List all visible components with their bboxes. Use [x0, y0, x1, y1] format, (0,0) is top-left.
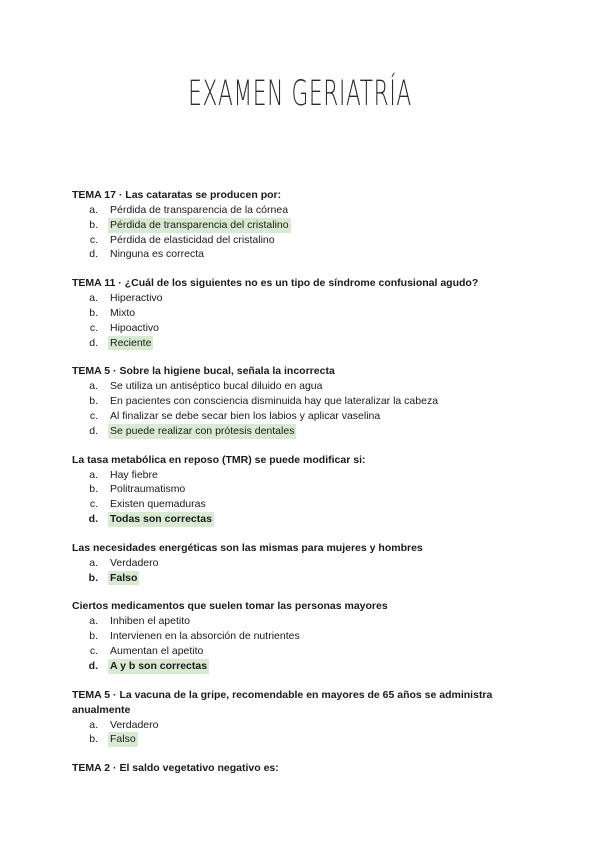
answer-option — [72, 409, 542, 424]
option-letter: d. — [88, 512, 98, 525]
answer-option — [72, 718, 542, 733]
option-letter: d. — [88, 659, 98, 672]
answer-option — [72, 614, 542, 629]
option-text: Hiperactivo — [110, 292, 163, 305]
options-list — [72, 556, 542, 586]
tema-label: TEMA 17 — [72, 189, 116, 201]
question-block — [72, 688, 542, 748]
answer-option — [72, 321, 542, 336]
answer-option — [72, 247, 542, 262]
option-text: Verdadero — [110, 718, 159, 731]
tema-label: TEMA 5 — [72, 688, 111, 701]
question-text: · Sobre la higiene bucal, señala la incorrecta — [110, 365, 335, 378]
question-title — [72, 761, 542, 776]
option-text: Hipoactivo — [110, 321, 160, 334]
option-letter: c. — [89, 644, 98, 657]
answer-option-correct — [72, 218, 542, 233]
options-list — [72, 379, 542, 438]
option-text: Se utiliza un antiséptico bucal diluido en agua — [110, 380, 323, 393]
option-text: Existen quemaduras — [110, 498, 206, 511]
question-block — [72, 761, 542, 776]
option-letter: b. — [88, 571, 98, 584]
question-title — [72, 188, 542, 203]
answer-option — [72, 497, 542, 512]
question-title — [72, 688, 542, 718]
question-text: · El saldo vegetativo negativo es: — [110, 762, 279, 775]
tema-label: TEMA 11 — [72, 277, 116, 290]
option-text: Aumentan el apetito — [110, 644, 204, 657]
answer-option — [72, 379, 542, 394]
options-list — [72, 718, 542, 748]
question-title — [72, 453, 542, 468]
option-letter: b. — [89, 395, 98, 408]
option-text: Pérdida de elasticidad del cristalino — [110, 233, 275, 246]
option-letter: b. — [89, 218, 98, 231]
option-letter: a. — [89, 292, 98, 305]
option-text: Falso — [110, 571, 138, 584]
option-letter: d. — [89, 248, 98, 261]
question-block — [72, 188, 542, 262]
answer-option-correct — [72, 424, 542, 439]
answer-option — [72, 233, 542, 248]
option-letter: a. — [89, 718, 98, 731]
question-title — [72, 364, 542, 379]
answer-option — [72, 394, 542, 409]
options-list — [72, 614, 542, 673]
tema-label: TEMA 5 — [72, 365, 111, 378]
answer-option-correct — [72, 571, 542, 586]
options-list — [72, 291, 542, 350]
question-text: La tasa metabólica en reposo (TMR) se puede modificar si: — [72, 453, 366, 466]
option-text: Pérdida de transparencia del cristalino — [110, 218, 289, 231]
tema-label: TEMA 2 — [72, 762, 111, 775]
question-list — [72, 188, 542, 790]
question-block — [72, 541, 542, 586]
option-text: A y b son correctas — [110, 659, 208, 672]
option-text: Se puede realizar con prótesis dentales — [110, 424, 295, 437]
answer-option-correct — [72, 512, 542, 527]
answer-option-correct — [72, 732, 542, 747]
answer-option — [72, 291, 542, 306]
option-letter: d. — [89, 424, 98, 437]
option-letter: a. — [89, 468, 98, 481]
option-letter: a. — [89, 615, 98, 628]
question-text: · La vacuna de la gripe, recomendable en mayores de 65 años se administra anualmente — [72, 688, 493, 716]
option-letter: c. — [89, 498, 98, 511]
option-text: Intervienen en la absorción de nutrientes — [110, 630, 300, 643]
option-letter: b. — [89, 306, 98, 319]
option-text: Hay fiebre — [110, 468, 158, 481]
options-list — [72, 468, 542, 527]
question-text: Las necesidades energéticas son las mismas para mujeres y hombres — [72, 541, 423, 554]
option-text: Inhiben el apetito — [110, 615, 190, 628]
option-text: Politraumatismo — [110, 483, 186, 496]
answer-option-correct — [72, 336, 542, 351]
question-text: · Las cataratas se producen por: — [115, 189, 282, 201]
option-letter: d. — [89, 336, 98, 349]
option-letter: b. — [89, 733, 98, 746]
option-letter: c. — [89, 321, 98, 334]
option-text: Falso — [110, 733, 136, 746]
question-block — [72, 364, 542, 438]
option-letter: a. — [89, 556, 98, 569]
answer-option — [72, 203, 542, 218]
options-list — [72, 203, 542, 262]
question-title — [72, 599, 542, 614]
answer-option — [72, 306, 542, 321]
option-letter: c. — [89, 409, 98, 422]
option-text: En pacientes con consciencia disminuida hay que lateralizar la cabeza — [110, 395, 439, 408]
option-letter: a. — [89, 380, 98, 393]
question-block — [72, 453, 542, 527]
answer-option — [72, 629, 542, 644]
question-block — [72, 599, 542, 673]
answer-option — [72, 482, 542, 497]
answer-option-correct — [72, 659, 542, 674]
option-text: Mixto — [110, 306, 136, 319]
option-text: Al finalizar se debe secar bien los labios y aplicar vaselina — [110, 409, 381, 422]
option-text: Ninguna es correcta — [110, 248, 204, 261]
option-text: Reciente — [110, 336, 152, 349]
option-text: Pérdida de transparencia de la córnea — [110, 204, 289, 216]
answer-option — [72, 644, 542, 659]
option-letter: b. — [89, 630, 98, 643]
option-letter: c. — [89, 233, 98, 246]
question-title — [72, 276, 542, 291]
option-letter: b. — [89, 483, 98, 496]
question-text: · ¿Cuál de los siguientes no es un tipo de síndrome confusional agudo? — [115, 277, 479, 290]
answer-option — [72, 556, 542, 571]
question-text: Ciertos medicamentos que suelen tomar las personas mayores — [72, 600, 388, 613]
option-letter: a. — [89, 204, 98, 216]
option-text: Verdadero — [110, 556, 159, 569]
option-text: Todas son correctas — [110, 512, 212, 525]
question-block — [72, 276, 542, 350]
page-title: EXAMEN GERIATRÍA — [188, 74, 412, 114]
answer-option — [72, 468, 542, 483]
question-title — [72, 541, 542, 556]
